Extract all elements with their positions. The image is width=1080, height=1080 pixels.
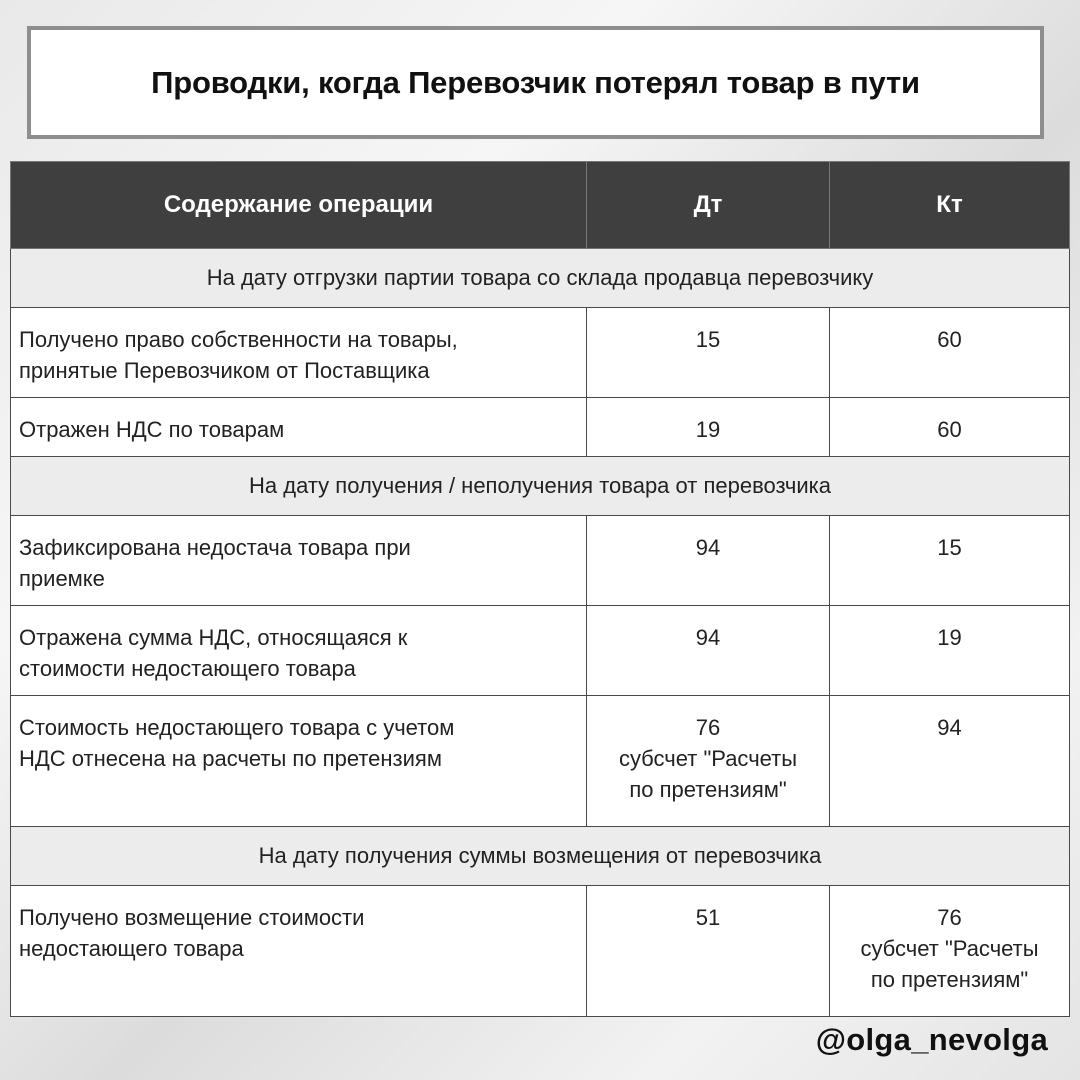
credit-cell [830,606,1070,696]
operation-text: принятые Перевозчиком от Поставщика [19,358,430,383]
operation-cell [11,696,587,827]
page-title: Проводки, когда Перевозчик потерял товар в пути [151,64,920,100]
credit-subaccount: по претензиям" [870,967,1029,992]
operation-cell [11,398,587,457]
debit-account: 94 [695,535,721,560]
debit-cell [587,886,830,1017]
section-label: На дату получения суммы возмещения от перевозчика [11,827,1070,886]
credit-account: 60 [937,417,962,442]
credit-account: 15 [937,535,962,560]
section-label: На дату отгрузки партии товара со склада продавца перевозчику [11,249,1070,308]
credit-cell [830,886,1070,1017]
operation-text: стоимости недостающего товара [19,656,356,681]
operation-cell [11,308,587,398]
credit-cell [830,308,1070,398]
debit-account: 15 [695,327,721,352]
operation-cell [11,606,587,696]
operation-cell [11,886,587,1017]
credit-cell [830,398,1070,457]
table-row [11,886,1070,1017]
credit-cell [830,696,1070,827]
operation-cell [11,516,587,606]
header-operation: Содержание операции [11,162,587,249]
credit-account: 76 [937,905,962,930]
credit-subaccount: субсчет "Расчеты [860,936,1039,961]
debit-cell [587,516,830,606]
debit-cell [587,398,830,457]
section-row [11,827,1070,886]
table-row [11,516,1070,606]
postings-table [10,161,1070,1017]
credit-cell [830,516,1070,606]
debit-cell [587,696,830,827]
operation-text: приемке [19,566,105,591]
table-row [11,606,1070,696]
credit-account: 60 [937,327,962,352]
section-label: На дату получения / неполучения товара от перевозчика [11,457,1070,516]
title-box [27,26,1044,139]
debit-account: 76 [695,715,721,740]
header-credit: Кт [830,162,1070,249]
section-row [11,249,1070,308]
debit-subaccount: по претензиям" [629,777,787,802]
section-row [11,457,1070,516]
debit-cell [587,606,830,696]
debit-cell [587,308,830,398]
operation-text: Зафиксирована недостача товара при [19,535,411,560]
operation-text: недостающего товара [19,936,244,961]
debit-account: 51 [695,905,721,930]
operation-text: Отражен НДС по товарам [19,417,285,442]
operation-text: НДС отнесена на расчеты по претензиям [19,746,442,771]
table-row [11,308,1070,398]
operation-text: Отражена сумма НДС, относящаяся к [19,625,408,650]
credit-account: 19 [937,625,962,650]
debit-subaccount: субсчет "Расчеты [618,746,798,771]
table-row [11,696,1070,827]
operation-text: Стоимость недостающего товара с учетом [19,715,455,740]
operation-text: Получено возмещение стоимости [19,905,365,930]
operation-text: Получено право собственности на товары, [19,327,458,352]
debit-account: 94 [695,625,721,650]
debit-account: 19 [695,417,721,442]
header-debit: Дт [587,162,830,249]
table-header-row [11,162,1070,249]
credit-account: 94 [937,715,962,740]
table-row [11,398,1070,457]
author-handle: @olga_nevolga [815,1022,1048,1057]
